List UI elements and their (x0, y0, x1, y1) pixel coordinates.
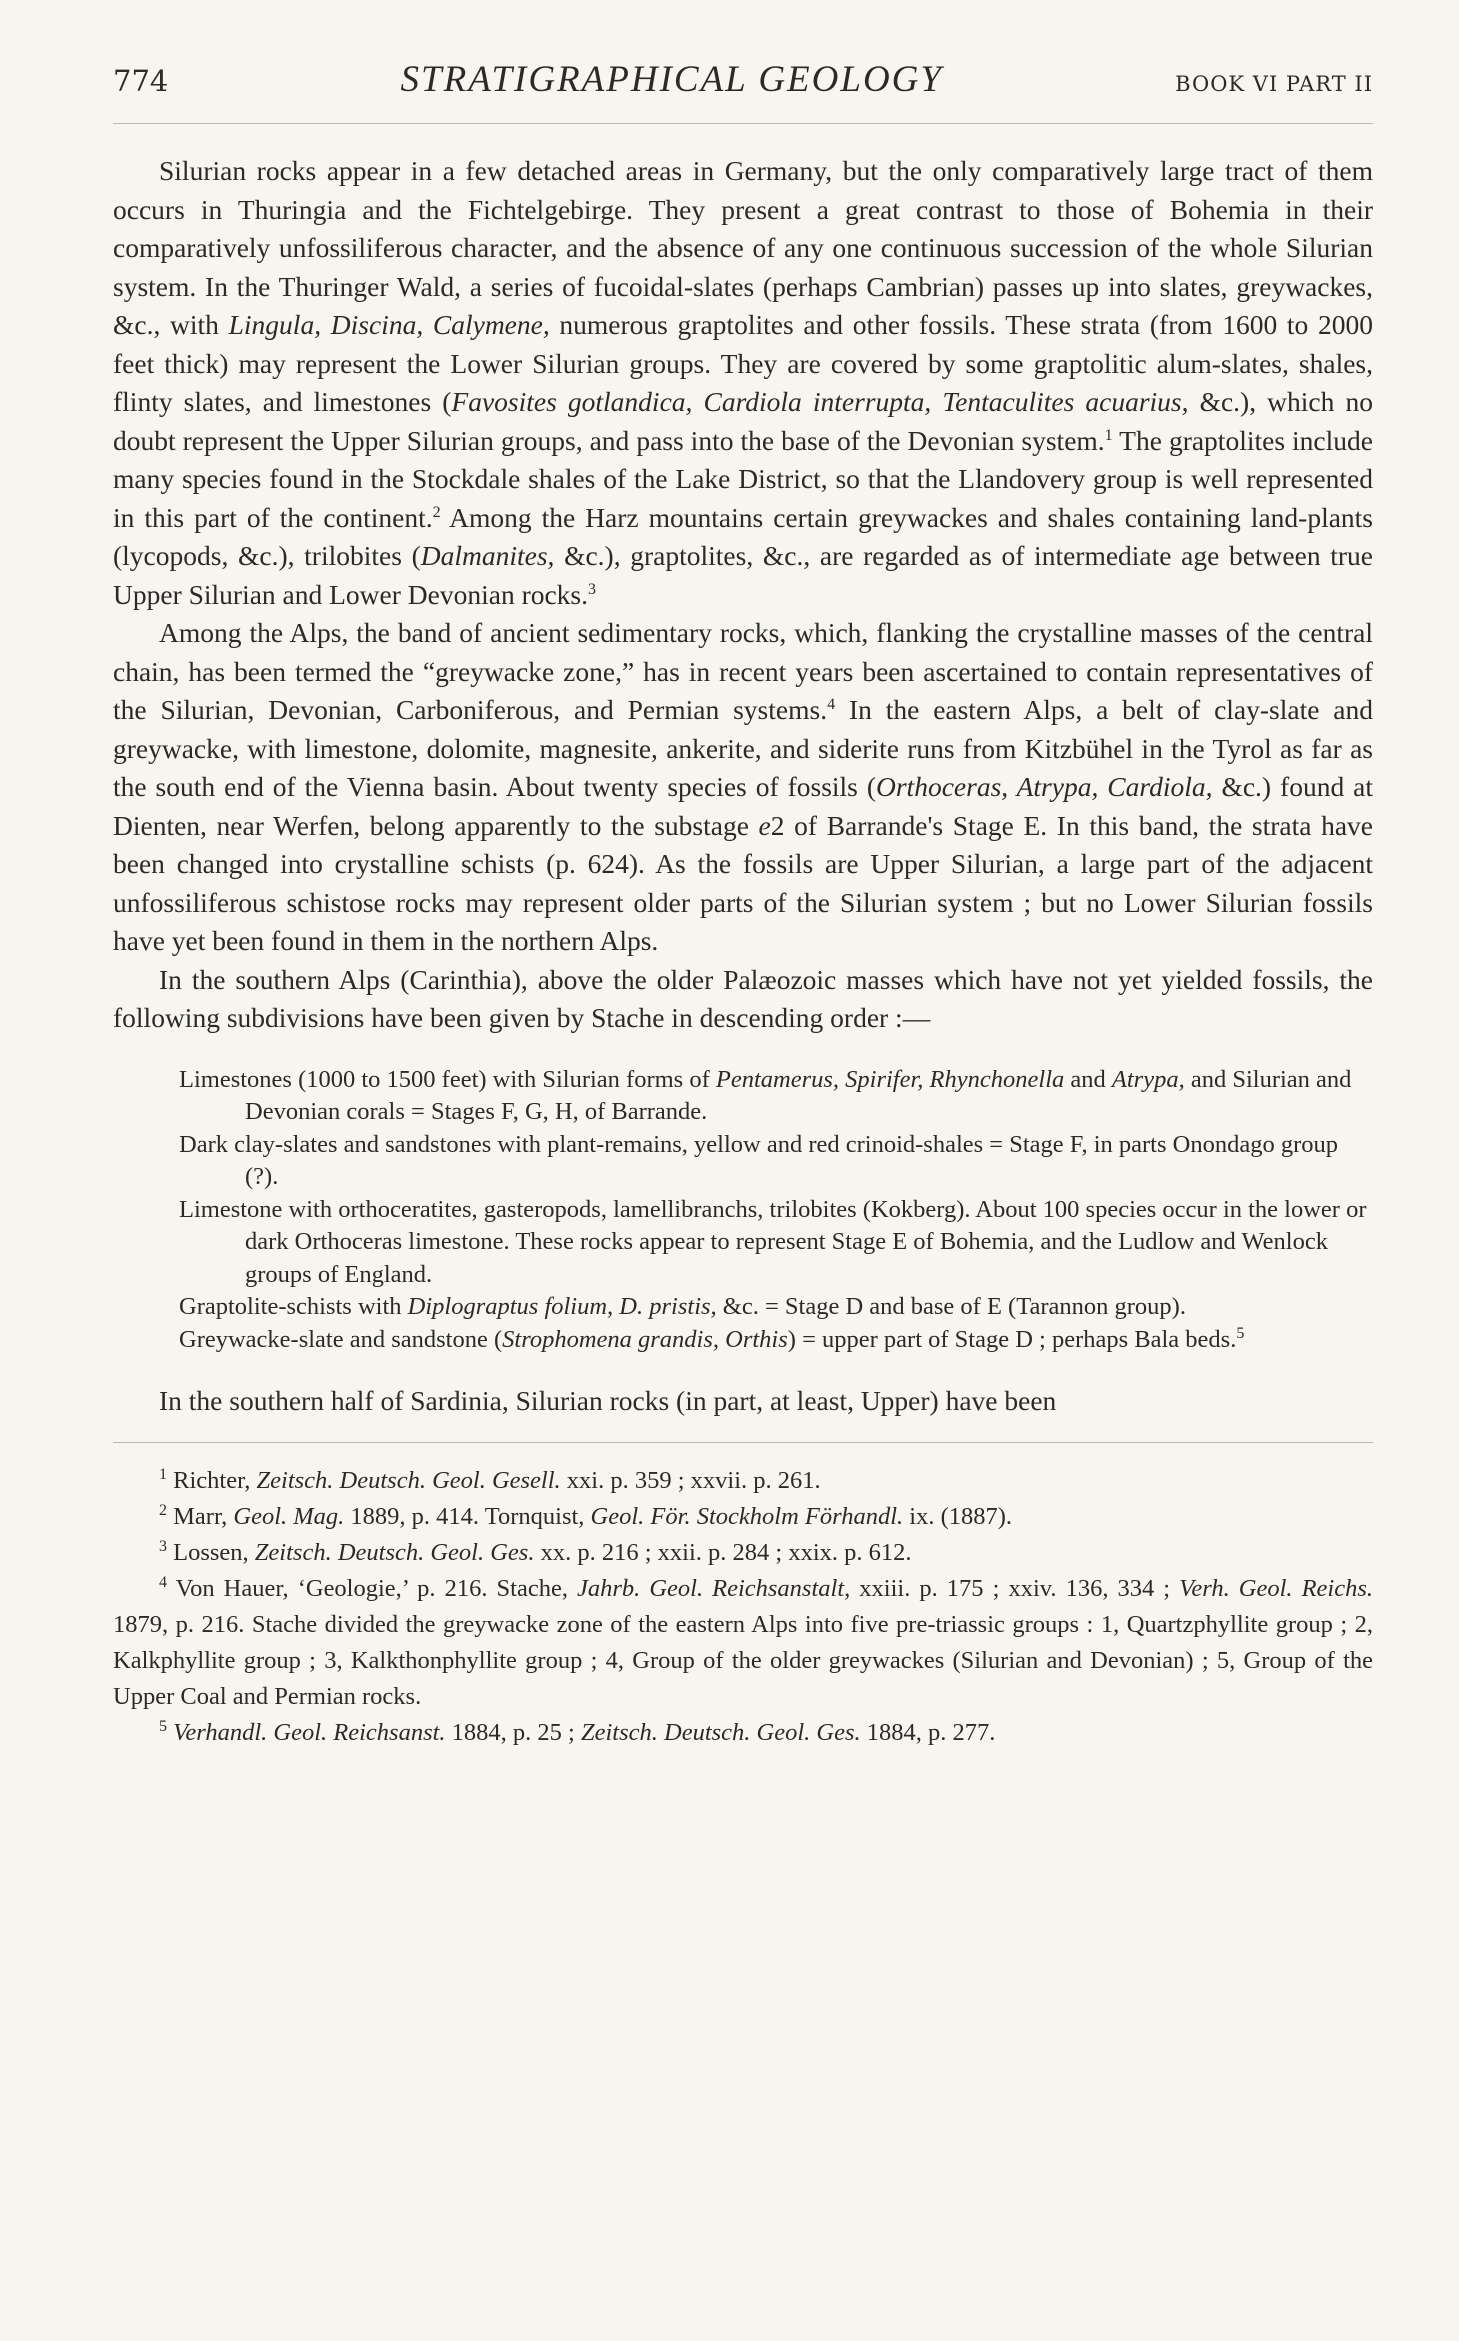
footnote-3: $^3$ Lossen, Zeitsch. Deutsch. Geol. Ges. xx. p. 216 ; xxii. p. 284 ; xxix. p. 612. (159, 1537, 912, 1566)
running-head (113, 58, 1373, 124)
paragraph-southern-alps: In the southern Alps (Carinthia), above the older Palæozoic masses which have not yet yielded fossils, the following subdivisions have been given by Stache in descending order :— (113, 963, 1373, 1033)
list-item: Graptolite-schists with Diplograptus folium, D. pristis, &c. = Stage D and base of E (Tarannon group). (179, 1293, 1186, 1320)
page-number: 774 (113, 64, 169, 98)
running-title: STRATIGRAPHICAL GEOLOGY (400, 59, 943, 100)
list-item: Limestone with orthoceratites, gasteropods, lamellibranchs, trilobites (Kokberg). About 100 species occur in the lower or dark Orthoceras limestone. These rocks appear to represent Stage E of Bohemia, and the Ludlow and Wenlock groups of England. (179, 1195, 1367, 1288)
list-item: Dark clay-slates and sandstones with plant-remains, yellow and red crinoid-shales = Stage F, in parts Onondago group (?). (179, 1130, 1339, 1190)
body-text (113, 152, 1373, 1038)
footnote-4: $^4$ Von Hauer, ‘Geologie,’ p. 216. Stache, Jahrb. Geol. Reichsanstalt, xxiii. p. 175 ; xxiv. 136, 334 ; Verh. Geol. Reichs. 1879, p. 216. Stache divided the greywacke zone of the eastern Alps into five pre-triassic groups : 1, Quartzphyllite group ; 2, Kalkphyllite group ; 3, Kalkthonphyllite group ; 4, Group of the older greywackes (Silurian and Devonian) ; 5, Group of the Upper Coal and Permian rocks. (113, 1573, 1373, 1710)
stratigraphic-list (179, 1064, 1373, 1357)
paragraph-sardinia: In the southern half of Sardinia, Silurian rocks (in part, at least, Upper) have been (159, 1385, 1057, 1416)
footnote-divider (113, 1442, 1373, 1443)
footnote-5: $^5$ Verhandl. Geol. Reichsanst. 1884, p. 25 ; Zeitsch. Deutsch. Geol. Ges. 1884, p. 277. (159, 1717, 996, 1746)
paragraph-germany: Silurian rocks appear in a few detached areas in Germany, but the only comparatively large tract of them occurs in Thuringia and the Fichtelgebirge. They present a great contrast to those of Bohemia in their comparatively unfossiliferous character, and the absence of any one continuous succession of the whole Silurian system. In the Thuringer Wald, a series of fucoidal-slates (perhaps Cambrian) passes up into slates, greywackes, &c., with Lingula, Discina, Calymene, numerous graptolites and other fossils. These strata (from 1600 to 2000 feet thick) may represent the Lower Silurian groups. They are covered by some graptolitic alum-slates, shales, flinty slates, and limestones (Favosites gotlandica, Cardiola interrupta, Tentaculites acuarius, &c.), which no doubt represent the Upper Silurian groups, and pass into the base of the Devonian system.$^1$ The graptolites include many species found in the Stockdale shales of the Lake District, so that the Llandovery group is well represented in this part of the continent.$^2$ Among the Harz mountains certain greywackes and shales containing land-plants (lycopods, &c.), trilobites (Dalmanites, &c.), graptolites, &c., are regarded as of intermediate age between true Upper Silurian and Lower Devonian rocks.$^3$ (113, 155, 1374, 610)
footnote-ref[interactable]: 4 (827, 695, 836, 713)
footnote-1: $^1$ Richter, Zeitsch. Deutsch. Geol. Gesell. xxi. p. 359 ; xxvii. p. 261. (159, 1465, 821, 1494)
footnote-ref[interactable]: 2 (432, 503, 441, 521)
footnote-ref[interactable]: 5 (1236, 1324, 1245, 1342)
footnote-2: $^2$ Marr, Geol. Mag. 1889, p. 414. Tornquist, Geol. För. Stockholm Förhandl. ix. (1887). (159, 1501, 1013, 1530)
page (113, 58, 1373, 1751)
list-item: Greywacke-slate and sandstone (Strophomena grandis, Orthis) = upper part of Stage D ; perhaps Bala beds.$^5$ (179, 1324, 1245, 1353)
footnote-ref[interactable]: 1 (1104, 426, 1113, 444)
footnote-ref[interactable]: 3 (588, 580, 597, 598)
list-item: Limestones (1000 to 1500 feet) with Silurian forms of Pentamerus, Spirifer, Rhynchonella and Atrypa, and Silurian and Devonian corals = Stages F, G, H, of Barrande. (179, 1065, 1352, 1125)
footnotes (113, 1463, 1373, 1751)
paragraph-alps: Among the Alps, the band of ancient sedimentary rocks, which, flanking the crystalline masses of the central chain, has been termed the “greywacke zone,” has in recent years been ascertained to contain representatives of the Silurian, Devonian, Carboniferous, and Permian systems.$^4$ In the eastern Alps, a belt of clay-slate and greywacke, with limestone, dolomite, magnesite, ankerite, and siderite runs from Kitzbühel in the Tyrol as far as the south end of the Vienna basin. About twenty species of fossils (Orthoceras, Atrypa, Cardiola, &c.) found at Dienten, near Werfen, belong apparently to the substage e2 of Barrande's Stage E. In this band, the strata have been changed into crystalline schists (p. 624). As the fossils are Upper Silurian, a large part of the adjacent unfossiliferous schistose rocks may represent older parts of the Silurian system ; but no Lower Silurian fossils have yet been found in them in the northern Alps. (113, 617, 1374, 956)
book-part: BOOK VI PART II (1175, 72, 1373, 96)
